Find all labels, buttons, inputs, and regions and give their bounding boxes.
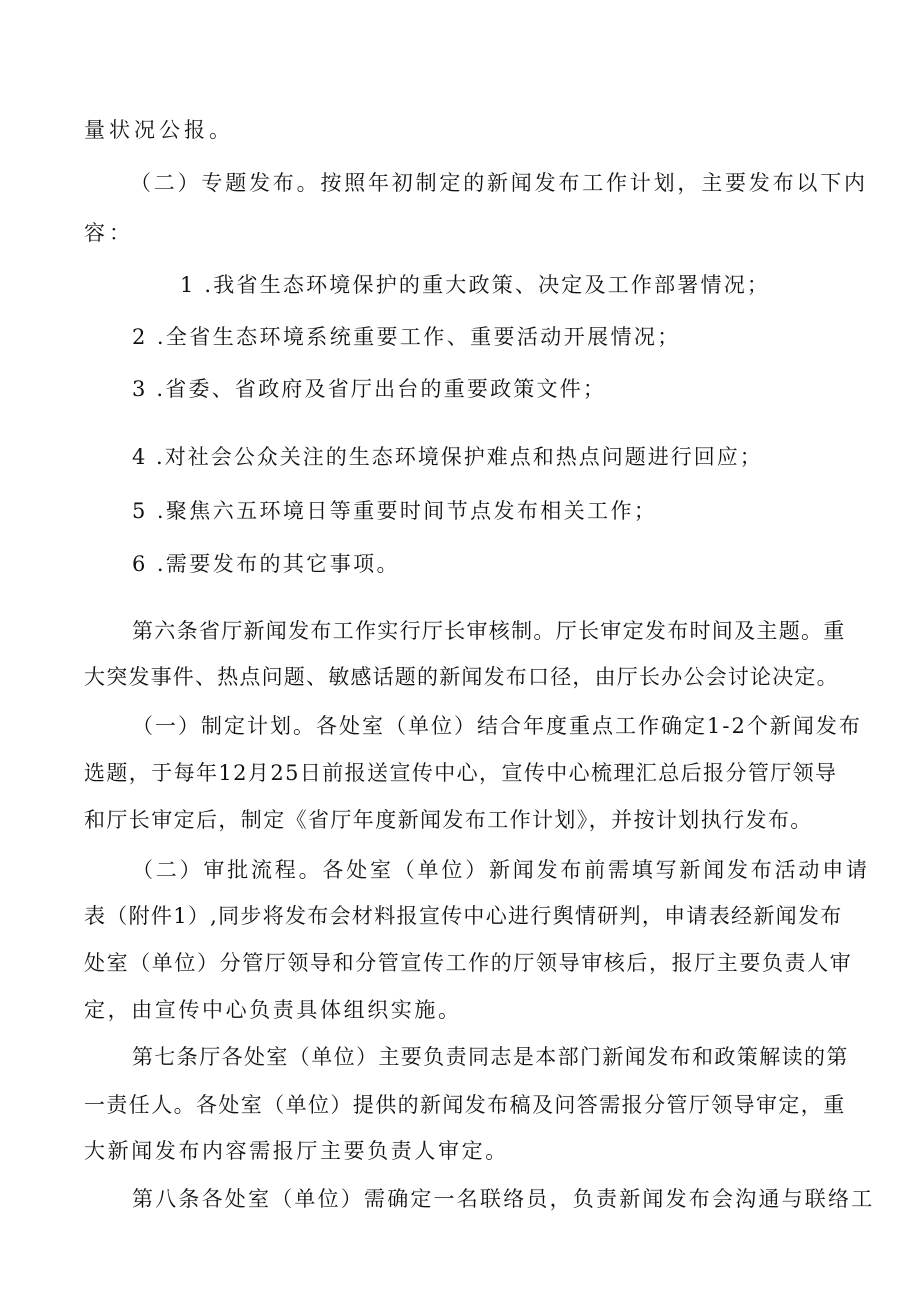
- text-line: 容：: [84, 221, 134, 245]
- list-item: 3 .省委、省政府及省厅出台的重要政策文件；: [132, 377, 607, 401]
- text-line: 第六条省厅新闻发布工作实行厅长审核制。厅长审定发布时间及主题。重: [132, 619, 846, 643]
- list-item: 6 .需要发布的其它事项。: [132, 552, 400, 576]
- text-line: 第七条厅各处室（单位）主要负责同志是本部门新闻发布和政策解读的第: [132, 1045, 849, 1069]
- list-item: 1 .我省生态环境保护的重大政策、决定及工作部署情况；: [180, 273, 771, 297]
- text-line: 和厅长审定后，制定《省厅年度新闻发布工作计划》，并按计划执行发布。: [84, 808, 813, 832]
- list-item: 4 .对社会公众关注的生态环境保护难点和热点问题进行回应；: [132, 445, 763, 469]
- list-item: 5 .聚焦六五环境日等重要时间节点发布相关工作；: [132, 499, 658, 523]
- text-line: 大突发事件、热点问题、敏感话题的新闻发布口径，由厅长办公会讨论决定。: [84, 665, 839, 689]
- list-item: 2 .全省生态环境系统重要工作、重要活动开展情况；: [132, 325, 681, 349]
- text-line: 选题，于每年12月25日前报送宣传中心，宣传中心梳理汇总后报分管厅领导: [84, 761, 838, 785]
- text-line: 大新闻发布内容需报厅主要负责人审定。: [84, 1139, 509, 1163]
- text-line: 量状况公报。: [84, 118, 234, 142]
- text-line: （二）专题发布。按照年初制定的新闻发布工作计划，主要发布以下内: [130, 171, 868, 195]
- text-line: （二）审批流程。各处室（单位）新闻发布前需填写新闻发布活动申请: [132, 858, 870, 882]
- text-line: 定，由宣传中心负责具体组织实施。: [84, 998, 462, 1022]
- text-line: 表（附件1）,同步将发布会材料报宣传中心进行舆情研判，申请表经新闻发布: [84, 904, 843, 928]
- text-line: （一）制定计划。各处室（单位）结合年度重点工作确定1-2个新闻发布: [132, 714, 862, 738]
- text-line: 第八条各处室（单位）需确定一名联络员，负责新闻发布会沟通与联络工: [132, 1187, 875, 1211]
- text-line: 一责任人。各处室（单位）提供的新闻发布稿及问答需报分管厅领导审定，重: [84, 1093, 846, 1117]
- text-line: 处室（单位）分管厅领导和分管宣传工作的厅领导审核后，报厅主要负责人审: [84, 951, 853, 975]
